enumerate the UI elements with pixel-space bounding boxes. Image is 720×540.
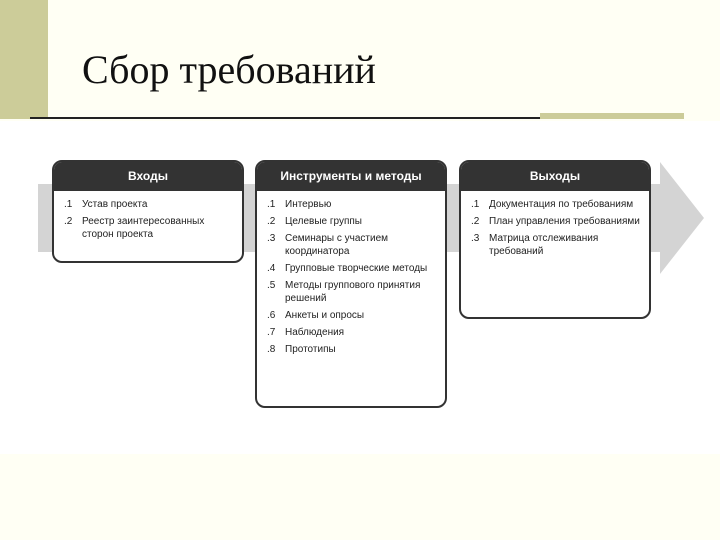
item-number: .7 [267, 327, 276, 338]
list-item [471, 232, 645, 258]
list-item [267, 326, 441, 339]
item-text: Устав проекта [82, 199, 148, 210]
item-text: Целевые группы [285, 216, 362, 227]
list-item [267, 198, 441, 211]
item-text: Прототипы [285, 344, 336, 355]
slide-title: Сбор требований [82, 47, 376, 92]
outputs-header: Выходы [461, 162, 649, 191]
list-item [64, 198, 238, 211]
item-number: .3 [471, 233, 480, 244]
inputs-header: Входы [54, 162, 242, 191]
item-text: Интервью [285, 199, 332, 210]
item-text: Матрица отслеживания требований [489, 233, 599, 257]
list-item [267, 215, 441, 228]
item-number: .3 [267, 233, 276, 244]
item-number: .2 [267, 216, 276, 227]
item-text: Методы группового принятия решений [285, 280, 421, 304]
list-item [267, 279, 441, 305]
tools-header: Инструменты и методы [257, 162, 445, 191]
list-item [267, 343, 441, 356]
accent-bar [0, 0, 48, 119]
item-number: .4 [267, 263, 276, 274]
list-item [267, 232, 441, 258]
list-item [267, 309, 441, 322]
tools-list [257, 191, 445, 366]
item-text: Документация по требованиям [489, 199, 634, 210]
outputs-box [459, 160, 651, 319]
item-text: План управления требованиями [489, 216, 640, 227]
item-number: .1 [64, 199, 73, 210]
title-divider-accent [540, 113, 684, 119]
list-item [267, 262, 441, 275]
list-item [64, 215, 238, 241]
item-number: .6 [267, 310, 276, 321]
list-item [471, 198, 645, 211]
item-number: .5 [267, 280, 276, 291]
item-number: .2 [471, 216, 480, 227]
inputs-list [54, 191, 242, 251]
item-text: Семинары с участием координатора [285, 233, 389, 257]
list-item [471, 215, 645, 228]
item-text: Групповые творческие методы [285, 263, 428, 274]
item-text: Наблюдения [285, 327, 345, 338]
item-number: .8 [267, 344, 276, 355]
item-number: .1 [471, 199, 480, 210]
item-number: .2 [64, 216, 73, 227]
item-number: .1 [267, 199, 276, 210]
inputs-box [52, 160, 244, 263]
outputs-list [461, 191, 649, 268]
footer-area [0, 454, 720, 540]
tools-box [255, 160, 447, 408]
item-text: Реестр заинтересованных сторон проекта [82, 216, 205, 240]
item-text: Анкеты и опросы [285, 310, 365, 321]
